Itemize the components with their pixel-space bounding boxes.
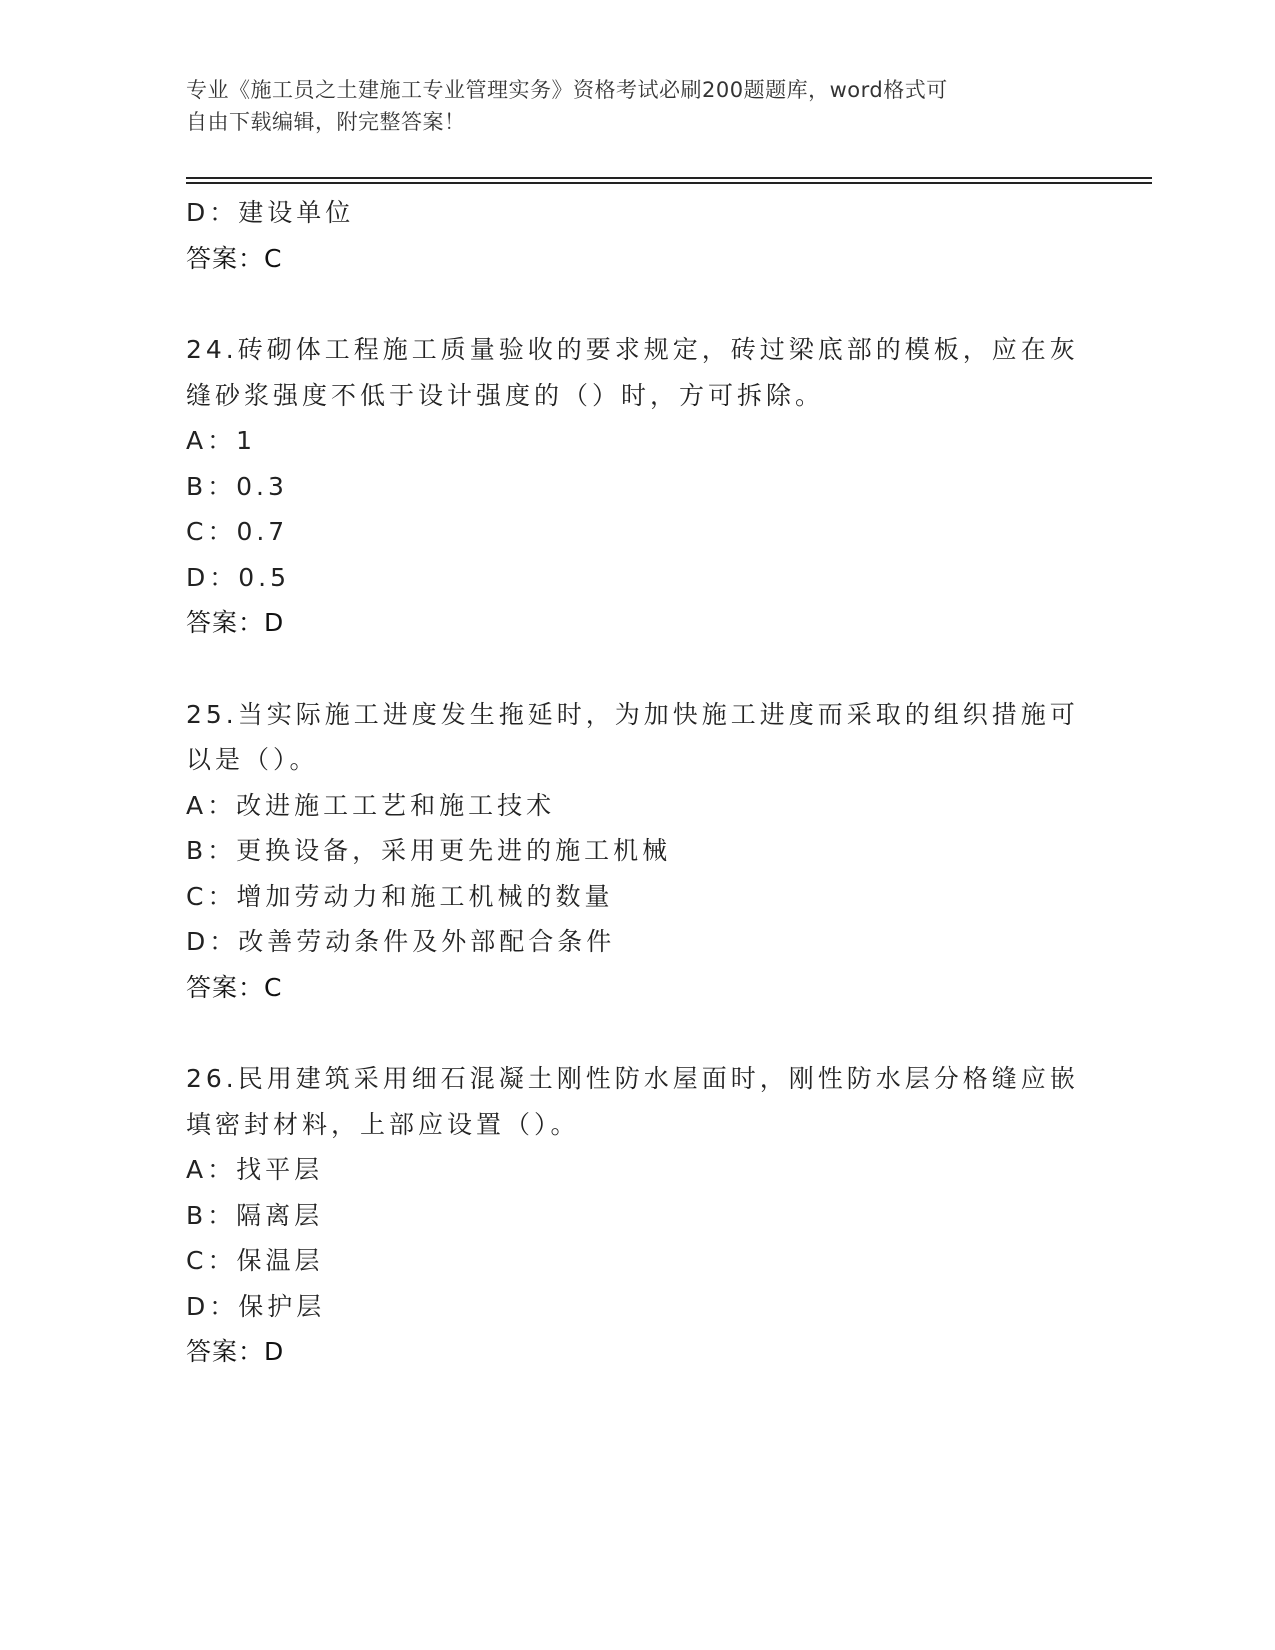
option-d: D：保护层 [186,1291,326,1321]
option-c: C：增加劳动力和施工机械的数量 [186,881,614,911]
answer: 答案：C [186,243,283,273]
header-line-1: 专业《施工员之土建施工专业管理实务》资格考试必刷200题题库，word格式可 [186,78,948,102]
question-25 [186,692,1086,1011]
option-a: A：1 [186,426,257,455]
question-24 [186,327,1086,646]
answer: 答案：D [186,608,285,637]
option-c: C：保温层 [186,1246,324,1275]
previous-question-tail [186,190,1086,281]
option-a: A：改进施工工艺和施工技术 [186,790,556,820]
header-line-2: 自由下载编辑，附完整答案！ [186,110,466,134]
header-rule-bottom [186,182,1152,184]
question-stem-line: 填密封材料，上部应设置（）。 [186,1109,580,1139]
answer: 答案：C [186,972,283,1002]
question-26 [186,1056,1086,1375]
spacer [186,646,1086,692]
option-c: C：0.7 [186,517,289,546]
answer: 答案：D [186,1337,285,1366]
option-b: B：更换设备，采用更先进的施工机械 [186,836,672,865]
header-rule-top [186,177,1152,179]
question-stem-line: 缝砂浆强度不低于设计强度的（）时，方可拆除。 [186,380,825,410]
option-d: D：0.5 [186,562,291,592]
question-stem-line: 25.当实际施工进度发生拖延时，为加快施工进度而采取的组织措施可 [186,699,1079,729]
option-b: B：隔离层 [186,1200,324,1230]
option-d: D：改善劳动条件及外部配合条件 [186,927,616,956]
question-content [186,190,1086,1375]
option-a: A：找平层 [186,1155,324,1184]
spacer [186,281,1086,327]
option-d: D：建设单位 [186,198,355,227]
question-stem-line: 24.砖砌体工程施工质量验收的要求规定，砖过梁底部的模板，应在灰 [186,335,1079,364]
document-header [186,74,1086,138]
option-b: B：0.3 [186,471,288,501]
spacer [186,1010,1086,1056]
question-stem-line: 26.民用建筑采用细石混凝土刚性防水屋面时，刚性防水层分格缝应嵌 [186,1064,1079,1093]
question-stem-line: 以是（）。 [186,745,319,774]
